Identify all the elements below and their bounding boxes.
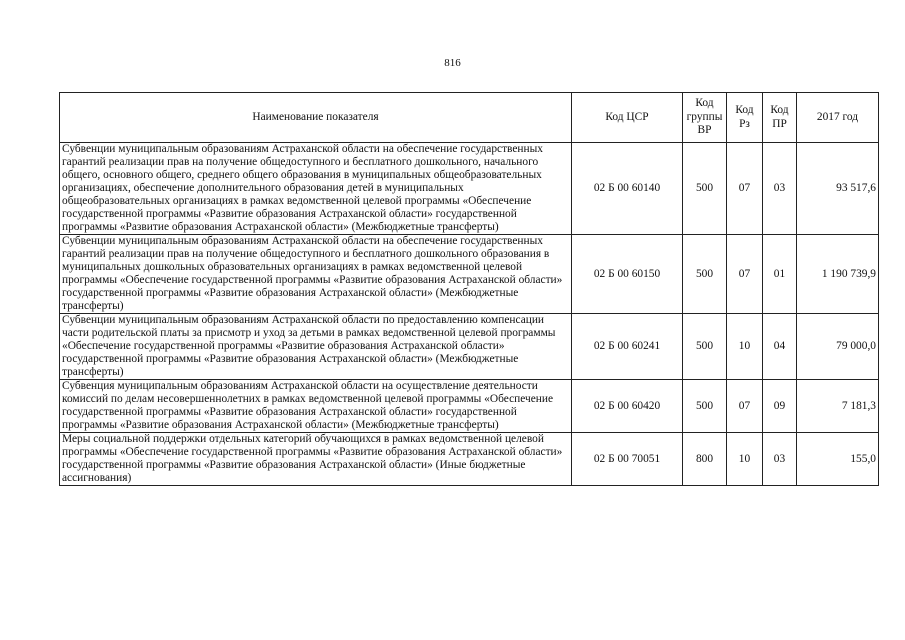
row-rz-code: 07 [727, 143, 763, 235]
row-amount: 93 517,6 [797, 143, 879, 235]
table-row [60, 314, 879, 380]
row-amount: 1 190 739,9 [797, 235, 879, 314]
row-pr-code: 09 [763, 380, 797, 433]
table-row [60, 235, 879, 314]
row-vr-code: 500 [683, 314, 727, 380]
row-amount: 79 000,0 [797, 314, 879, 380]
row-pr-code: 03 [763, 433, 797, 486]
table-row [60, 380, 879, 433]
row-rz-code: 07 [727, 380, 763, 433]
row-name: Субвенции муниципальным образованиям Астраханской области по предоставлению компенсации части родительской платы за присмотр и уход за детьми в рамках ведомственной целевой программы «Обеспечение государственной программы «Развитие образования Астраханской области» государственной программы «Развитие образования Астраханской области» (Межбюджетные трансферты) [60, 314, 572, 380]
table-row [60, 433, 879, 486]
row-pr-code: 04 [763, 314, 797, 380]
budget-table [59, 92, 879, 486]
header-pr-code: Код ПР [763, 93, 797, 143]
row-csr-code: 02 Б 00 60150 [572, 235, 683, 314]
row-rz-code: 10 [727, 314, 763, 380]
row-name: Субвенции муниципальным образованиям Астраханской области на обеспечение государственных гарантий реализации прав на получение общедоступного и бесплатного дошкольного, начального общего, основного общего, среднего общего образования в муниципальных общеобразовательных организациях, обеспечение дополнительного образования детей в муниципальных общеобразовательных организациях в рамках ведомственной целевой программы «Обеспечение государственной программы «Развитие образования Астраханской области» государственной программы «Развитие образования Астраханской области» (Межбюджетные трансферты) [60, 143, 572, 235]
row-name: Субвенции муниципальным образованиям Астраханской области на обеспечение государственных гарантий реализации прав на получение общедоступного и бесплатного дошкольного образования в муниципальных дошкольных образовательных организациях в рамках ведомственной целевой программы «Обеспечение государственной программы «Развитие образования Астраханской области» государственной программы «Развитие образования Астраханской области» (Межбюджетные трансферты) [60, 235, 572, 314]
header-year: 2017 год [797, 93, 879, 143]
page-number: 816 [444, 57, 461, 69]
row-rz-code: 10 [727, 433, 763, 486]
table-row [60, 143, 879, 235]
header-vr-code: Код группы ВР [683, 93, 727, 143]
header-csr-code: Код ЦСР [572, 93, 683, 143]
row-csr-code: 02 Б 00 60420 [572, 380, 683, 433]
header-rz-code: Код Рз [727, 93, 763, 143]
row-vr-code: 500 [683, 235, 727, 314]
row-vr-code: 800 [683, 433, 727, 486]
row-csr-code: 02 Б 00 60241 [572, 314, 683, 380]
row-pr-code: 03 [763, 143, 797, 235]
row-rz-code: 07 [727, 235, 763, 314]
row-csr-code: 02 Б 00 60140 [572, 143, 683, 235]
row-csr-code: 02 Б 00 70051 [572, 433, 683, 486]
row-pr-code: 01 [763, 235, 797, 314]
row-name: Меры социальной поддержки отдельных категорий обучающихся в рамках ведомственной целевой программы «Обеспечение государственной программы «Развитие образования Астраханской области» государственной программы «Развитие образования Астраханской области» (Иные бюджетные ассигнования) [60, 433, 572, 486]
table-header-row [60, 93, 879, 143]
row-amount: 7 181,3 [797, 380, 879, 433]
header-name: Наименование показателя [60, 93, 572, 143]
row-name: Субвенция муниципальным образованиям Астраханской области на осуществление деятельности комиссий по делам несовершеннолетних в рамках ведомственной целевой программы «Обеспечение государственной программы «Развитие образования Астраханской области» государственной программы «Развитие образования Астраханской области» (Межбюджетные трансферты) [60, 380, 572, 433]
row-amount: 155,0 [797, 433, 879, 486]
row-vr-code: 500 [683, 380, 727, 433]
row-vr-code: 500 [683, 143, 727, 235]
